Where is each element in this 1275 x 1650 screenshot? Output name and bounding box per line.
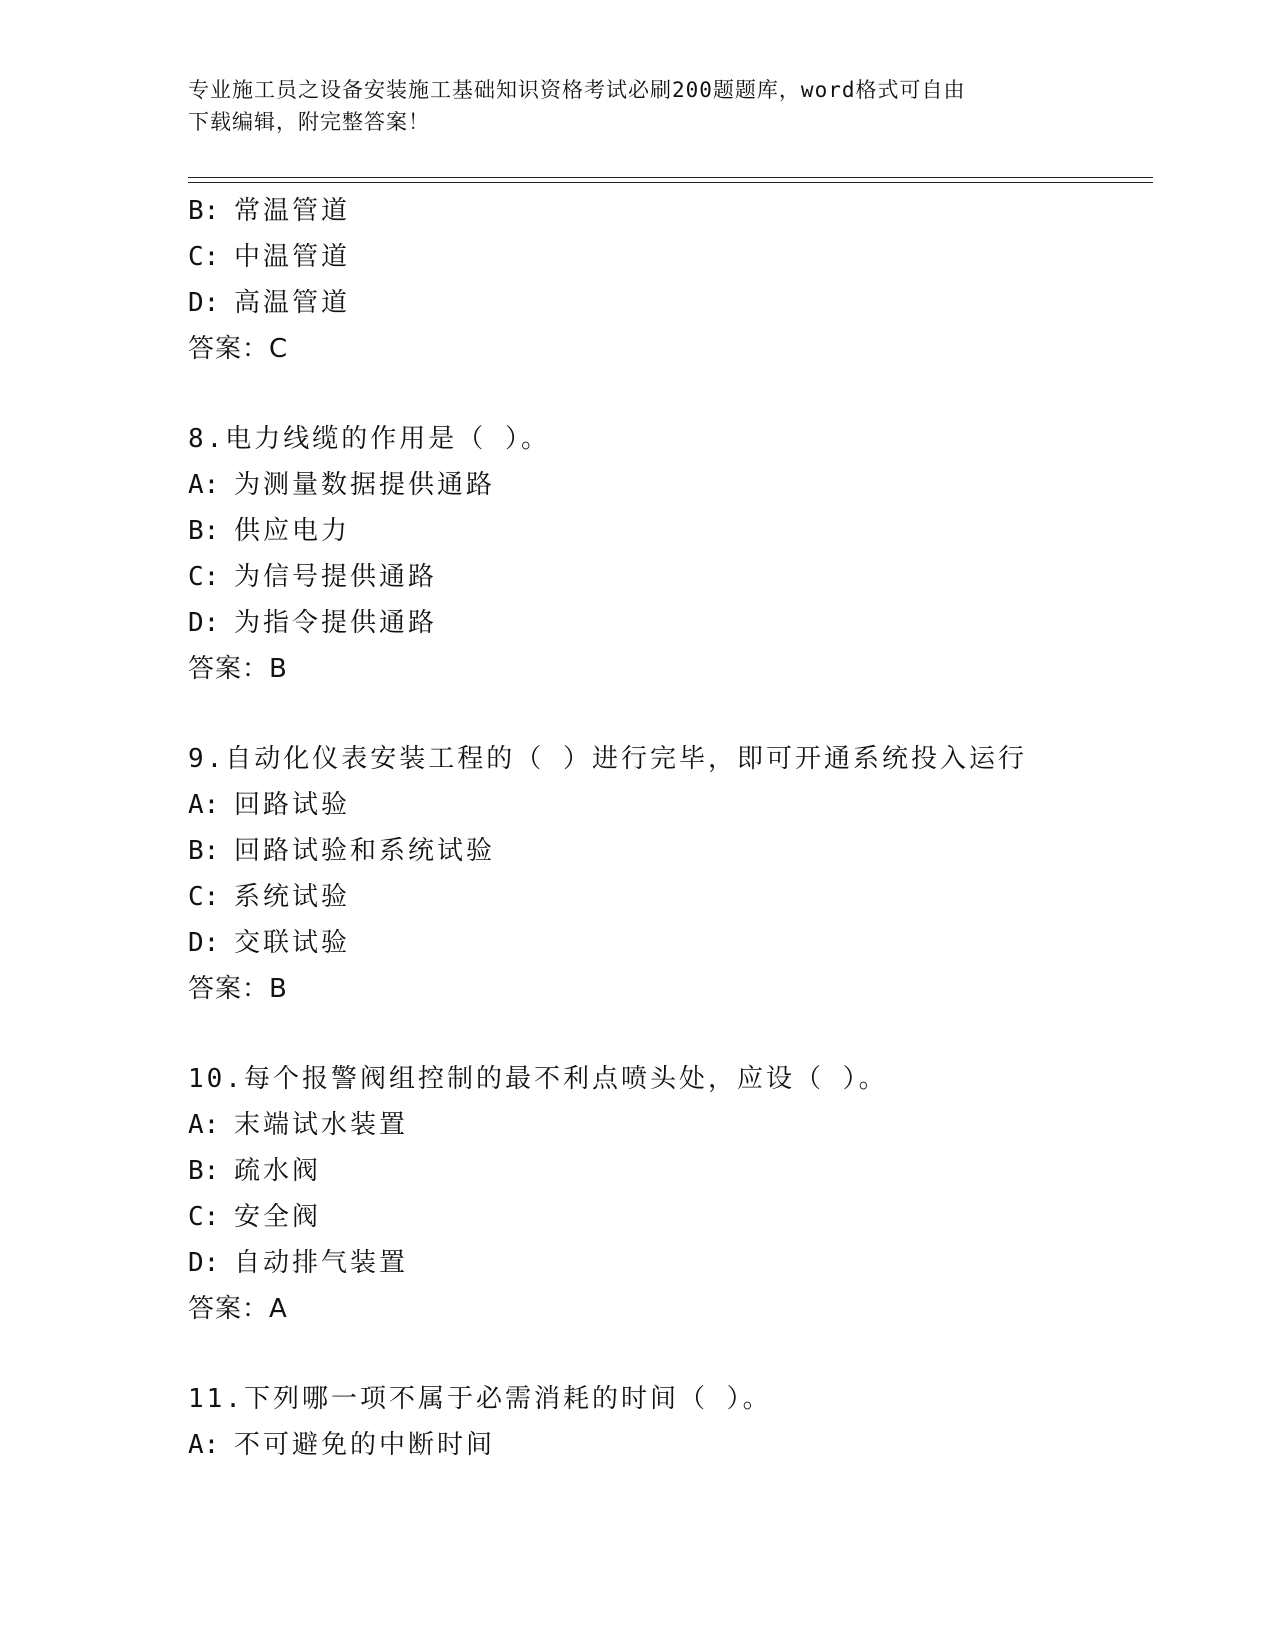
option-d [188, 920, 1148, 966]
question-stem: 9.自动化仪表安装工程的（ ）进行完毕，即可开通系统投入运行 [188, 744, 1027, 774]
option-c [188, 234, 1148, 280]
option-b [188, 188, 1148, 234]
option-text: 常温管道 [234, 196, 351, 226]
document-header [188, 74, 1088, 138]
question-10 [188, 1056, 1148, 1332]
option-key: B: [188, 516, 220, 546]
question-8 [188, 416, 1148, 692]
option-d [188, 600, 1148, 646]
option-key: B: [188, 196, 220, 226]
question-9 [188, 736, 1148, 1012]
option-d [188, 280, 1148, 326]
option-a [188, 1422, 1148, 1468]
answer: 答案：B [188, 654, 288, 684]
option-text: 系统试验 [234, 882, 351, 912]
option-text: 中温管道 [234, 242, 351, 272]
option-key: C: [188, 882, 220, 912]
header-divider-bottom [188, 182, 1153, 183]
option-c [188, 1194, 1148, 1240]
option-a [188, 1102, 1148, 1148]
option-text: 为指令提供通路 [234, 608, 438, 638]
answer: 答案：C [188, 334, 289, 364]
option-text: 回路试验和系统试验 [234, 836, 496, 866]
option-key: D: [188, 928, 220, 958]
option-key: A: [188, 1430, 220, 1460]
option-key: C: [188, 1202, 220, 1232]
answer: 答案：B [188, 974, 288, 1004]
option-text: 疏水阀 [234, 1156, 322, 1186]
option-key: D: [188, 608, 220, 638]
option-text: 回路试验 [234, 790, 351, 820]
option-key: B: [188, 1156, 220, 1186]
option-b [188, 828, 1148, 874]
option-b [188, 1148, 1148, 1194]
option-key: C: [188, 242, 220, 272]
header-line-1: 专业施工员之设备安装施工基础知识资格考试必刷200题题库，word格式可自由 [188, 78, 966, 102]
option-c [188, 874, 1148, 920]
option-text: 高温管道 [234, 288, 351, 318]
option-key: A: [188, 1110, 220, 1140]
option-b [188, 508, 1148, 554]
option-text: 末端试水装置 [234, 1110, 409, 1140]
question-list [188, 188, 1148, 1468]
option-key: A: [188, 790, 220, 820]
option-text: 供应电力 [234, 516, 351, 546]
question-7-continued [188, 188, 1148, 372]
question-11 [188, 1376, 1148, 1468]
option-text: 为测量数据提供通路 [234, 470, 496, 500]
question-stem: 11.下列哪一项不属于必需消耗的时间（ ）。 [188, 1384, 772, 1414]
option-key: B: [188, 836, 220, 866]
option-text: 安全阀 [234, 1202, 322, 1232]
option-text: 不可避免的中断时间 [234, 1430, 496, 1460]
option-c [188, 554, 1148, 600]
option-text: 为信号提供通路 [234, 562, 438, 592]
option-d [188, 1240, 1148, 1286]
header-line-2: 下载编辑，附完整答案！ [188, 110, 430, 134]
option-a [188, 462, 1148, 508]
option-key: A: [188, 470, 220, 500]
option-key: C: [188, 562, 220, 592]
option-a [188, 782, 1148, 828]
header-divider-top [188, 177, 1153, 178]
question-stem: 8.电力线缆的作用是（ ）。 [188, 424, 550, 454]
option-text: 自动排气装置 [234, 1248, 409, 1278]
option-text: 交联试验 [234, 928, 351, 958]
answer: 答案：A [188, 1294, 288, 1324]
option-key: D: [188, 288, 220, 318]
option-key: D: [188, 1248, 220, 1278]
question-stem: 10.每个报警阀组控制的最不利点喷头处，应设（ ）。 [188, 1064, 888, 1094]
